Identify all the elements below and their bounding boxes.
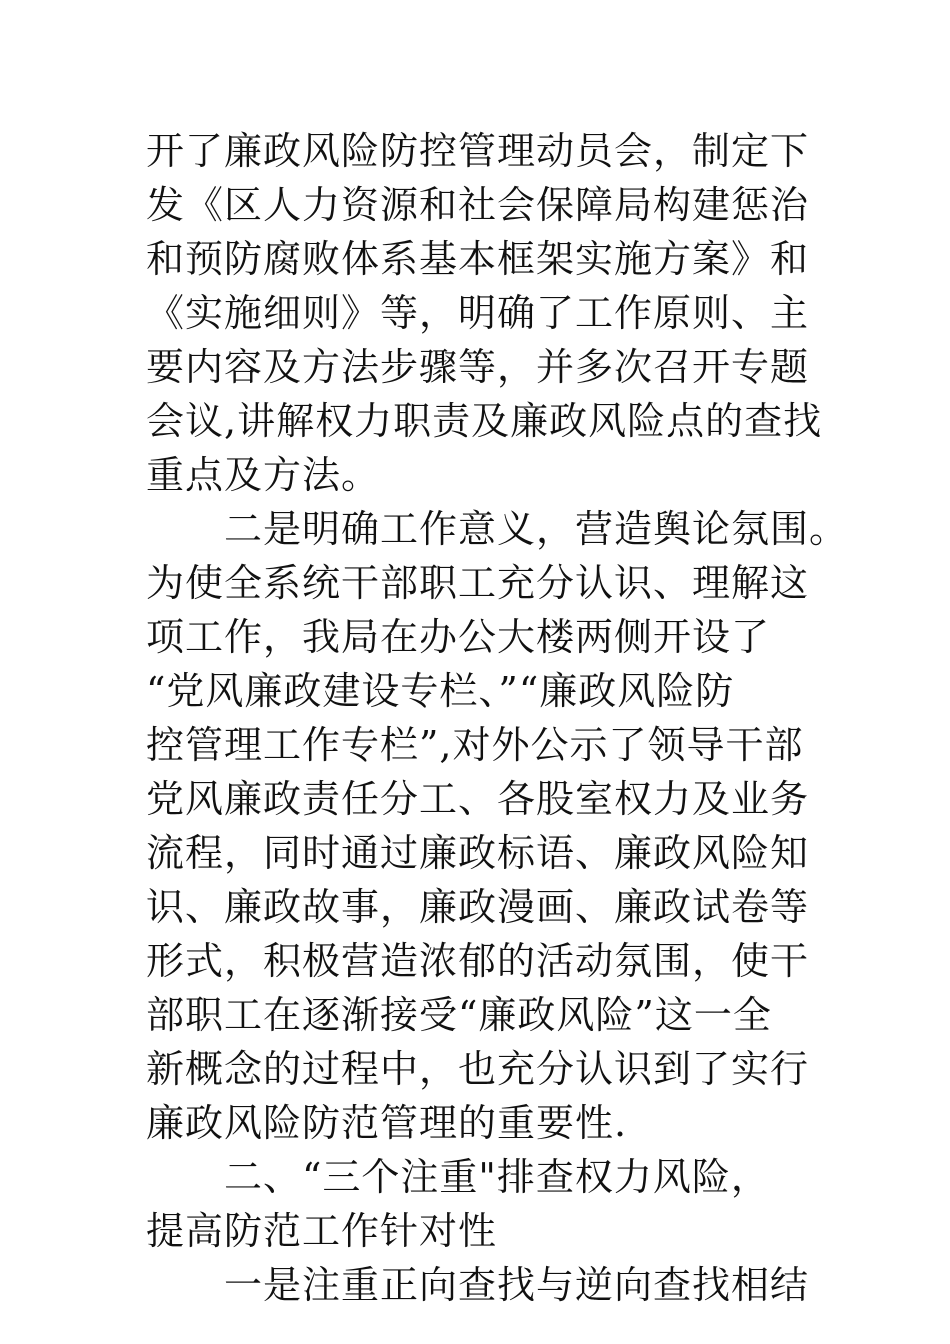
text-line: 新概念的过程中，也充分认识到了实行 [146, 1047, 810, 1091]
text-line: 部职工在逐渐接受“廉政风险”这一全 [146, 993, 772, 1037]
text-line: 党风廉政责任分工、各股室权力及业务 [146, 777, 810, 821]
text-line: 形式，积极营造浓郁的活动氛围，使干 [146, 939, 810, 983]
text-line: 会议,讲解权力职责及廉政风险点的查找 [146, 399, 823, 443]
text-line: 为使全系统干部职工充分认识、理解这 [146, 561, 810, 605]
text-line: “党风廉政建设专栏、”“廉政风险防 [146, 669, 735, 713]
text-line: 控管理工作专栏”,对外公示了领导干部 [146, 723, 804, 767]
text-line: 廉政风险防范管理的重要性. [146, 1101, 628, 1145]
section-heading: 二、“三个注重"排查权力风险， [224, 1155, 770, 1199]
text-line: 流程，同时通过廉政标语、廉政风险知 [146, 831, 810, 875]
text-line: 重点及方法。 [146, 453, 381, 497]
paragraph-heading: 二是明确工作意义，营造舆论氛围。 [224, 507, 849, 551]
text-line: 发《区人力资源和社会保障局构建惩治 [146, 183, 810, 227]
section-heading-continuation: 提高防范工作针对性 [146, 1209, 498, 1253]
text-line: 和预防腐败体系基本框架实施方案》和 [146, 237, 810, 281]
text-line: 项工作，我局在办公大楼两侧开设了 [146, 615, 771, 659]
text-line: 要内容及方法步骤等，并多次召开专题 [146, 345, 810, 389]
text-line: 识、廉政故事，廉政漫画、廉政试卷等 [146, 885, 810, 929]
text-line: 开了廉政风险防控管理动员会，制定下 [146, 129, 810, 173]
text-line: 《实施细则》等，明确了工作原则、主 [146, 291, 810, 335]
paragraph-heading: 一是注重正向查找与逆向查找相结 [224, 1263, 810, 1307]
